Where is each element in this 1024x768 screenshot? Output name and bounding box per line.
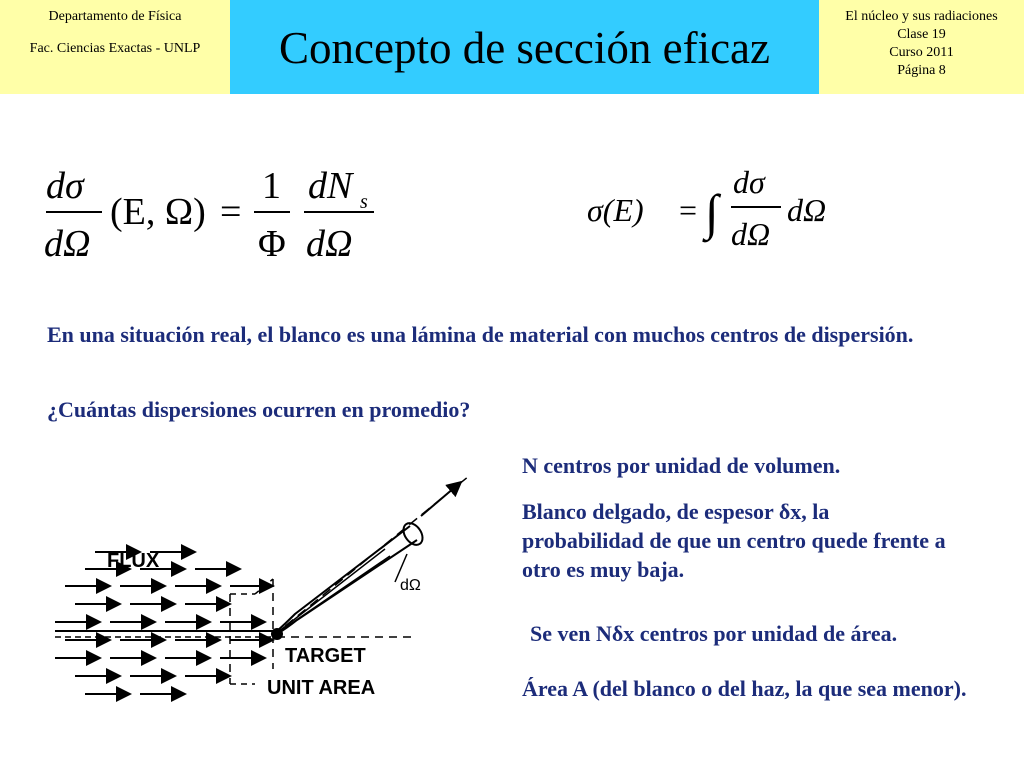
class-number: Clase 19 [897,27,946,42]
unit-area-label: UNIT AREA [267,677,376,699]
equals-sign-2: = [679,192,698,228]
course-name: El núcleo y sus radiaciones [845,9,998,24]
solid-angle-label: dΩ [400,577,421,594]
thin-target-text: Blanco delgado, de espesor δx, la probabilidad de que un centro quede frente a otro es muy baja. [522,499,946,582]
faculty-label: Fac. Ciencias Exactas - UNLP [29,41,201,56]
slide-title: Concepto de sección eficaz [278,23,770,73]
centers-per-area-text: Se ven Nδx centros por unidad de área. [530,621,898,646]
area-text: Área A (del blanco o del haz, la que sea menor). [522,676,967,701]
domega-denominator-3: dΩ [731,216,771,252]
flux-phi: Φ [258,223,286,265]
centers-per-volume-text: N centros por unidad de volumen. [522,453,841,478]
subscript-s: s [360,191,368,213]
course-year: Curso 2011 [889,45,954,60]
dsigma-numerator: dσ [46,165,84,207]
target-label: TARGET [285,645,366,667]
header-left-panel [0,0,230,94]
numerator-one: 1 [262,165,281,207]
dN-numerator: dN [308,165,353,207]
page-number: Página 8 [897,63,946,78]
header-right-panel [819,0,1024,94]
domega-denominator: dΩ [44,223,91,265]
domega-denominator-2: dΩ [306,223,353,265]
dsigma-numerator-2: dσ [733,164,765,200]
total-cross-section-formula [585,165,845,265]
domega-differential: dΩ [787,192,827,228]
incident-beam [55,631,415,637]
department-label: Departamento de Física [48,9,182,24]
header-title-panel [230,0,819,94]
flux-arrows [55,552,273,694]
equals-sign: = [220,191,242,233]
energy-angle-args: (E, Ω) [110,191,206,233]
sigma-of-E: σ(E) [587,192,644,228]
differential-cross-section-formula [40,160,400,275]
real-situation-paragraph: En una situación real, el blanco es una lámina de material con muchos centros de dispersión. [47,322,914,347]
scattering-diagram [45,444,469,730]
integral-sign: ∫ [705,184,719,240]
target-nucleus [271,628,283,640]
scattered-cone [273,476,469,636]
flux-label: FLUX [107,550,160,572]
question-paragraph: ¿Cuántas dispersiones ocurren en promedio? [47,397,471,422]
